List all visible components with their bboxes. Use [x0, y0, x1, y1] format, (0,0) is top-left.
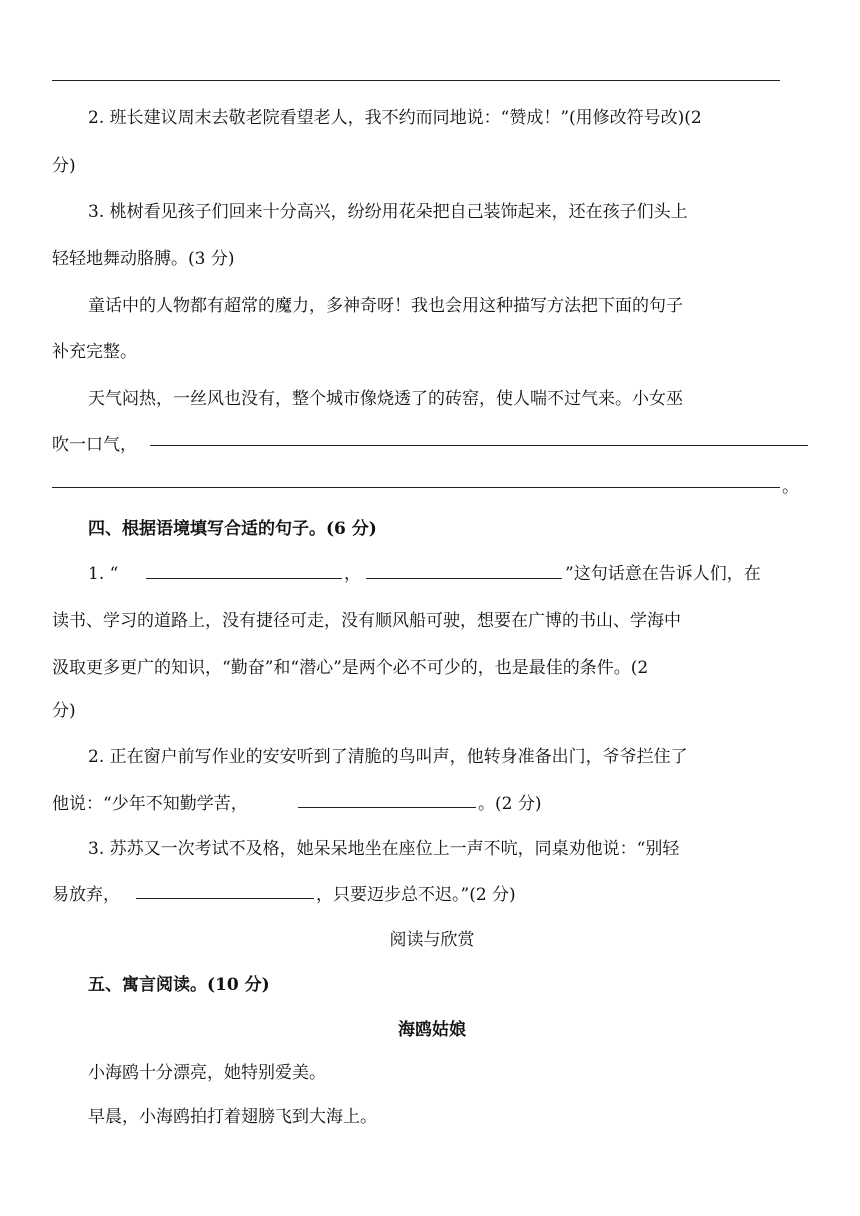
s4-q3-line1: 3. 苏苏又一次考试不及格，她呆呆地坐在座位上一声不吭，同桌劝他说：“别轻 [88, 839, 680, 859]
s4-q1-line3: 汲取更多更广的知识，“勤奋”和“潜心”是两个必不可少的，也是最佳的条件。(2 [52, 658, 649, 678]
story-paragraph-1: 小海鸥十分漂亮，她特别爱美。 [88, 1063, 326, 1083]
s4-q2-blank[interactable] [298, 807, 476, 808]
story-line2: 吹一口气， [52, 435, 137, 455]
answer-line-top [52, 80, 780, 81]
story-title: 海鸥姑娘 [398, 1020, 466, 1040]
intro-line1: 童话中的人物都有超常的魔力，多神奇呀！我也会用这种描写方法把下面的句子 [88, 296, 683, 316]
story-end-mark: 。 [782, 477, 799, 497]
s4-q1-blank-2[interactable] [366, 578, 562, 579]
story-paragraph-2: 早晨，小海鸥拍打着翅膀飞到大海上。 [88, 1107, 377, 1127]
s4-q2-line1: 2. 正在窗户前写作业的安安听到了清脆的鸟叫声，他转身准备出门，爷爷拦住了 [88, 747, 688, 767]
s4-q1-blank-1[interactable] [146, 578, 342, 579]
question-3-line1: 3. 桃树看见孩子们回来十分高兴，纷纷用花朵把自己装饰起来，还在孩子们头上 [88, 202, 688, 222]
s4-q1-after: ”这句话意在告诉人们，在 [565, 564, 761, 584]
s4-q1-comma: ， [344, 564, 361, 584]
s4-q1-num: 1. “ [88, 564, 119, 584]
story-blank-2[interactable] [52, 487, 780, 488]
s4-q3-blank[interactable] [136, 898, 314, 899]
section-5-heading: 五、寓言阅读。(10 分) [88, 975, 270, 995]
s4-q1-line2: 读书、学习的道路上，没有捷径可走，没有顺风船可驶，想要在广博的书山、学海中 [52, 611, 681, 631]
intro-line2: 补充完整。 [52, 342, 137, 362]
reading-part-title: 阅读与欣赏 [389, 930, 475, 950]
s4-q3-line2-pre: 易放弃， [52, 885, 120, 905]
s4-q1-line4: 分) [52, 701, 76, 721]
question-3-line2: 轻轻地舞动胳膊。(3 分) [52, 249, 235, 269]
story-line1: 天气闷热，一丝风也没有，整个城市像烧透了的砖窑，使人喘不过气来。小女巫 [88, 389, 683, 409]
s4-q3-line2-post: ，只要迈步总不迟。”(2 分) [316, 885, 516, 905]
s4-q2-line2-pre: 他说：“少年不知勤学苦， [52, 794, 248, 814]
s4-q2-line2-post: 。(2 分) [478, 794, 542, 814]
question-2-line2: 分) [52, 156, 76, 176]
story-blank-1[interactable] [150, 445, 808, 446]
question-2-line1: 2. 班长建议周末去敬老院看望老人，我不约而同地说：“赞成！”(用修改符号改)(2 [88, 108, 702, 128]
section-4-heading: 四、根据语境填写合适的句子。(6 分) [88, 519, 377, 539]
